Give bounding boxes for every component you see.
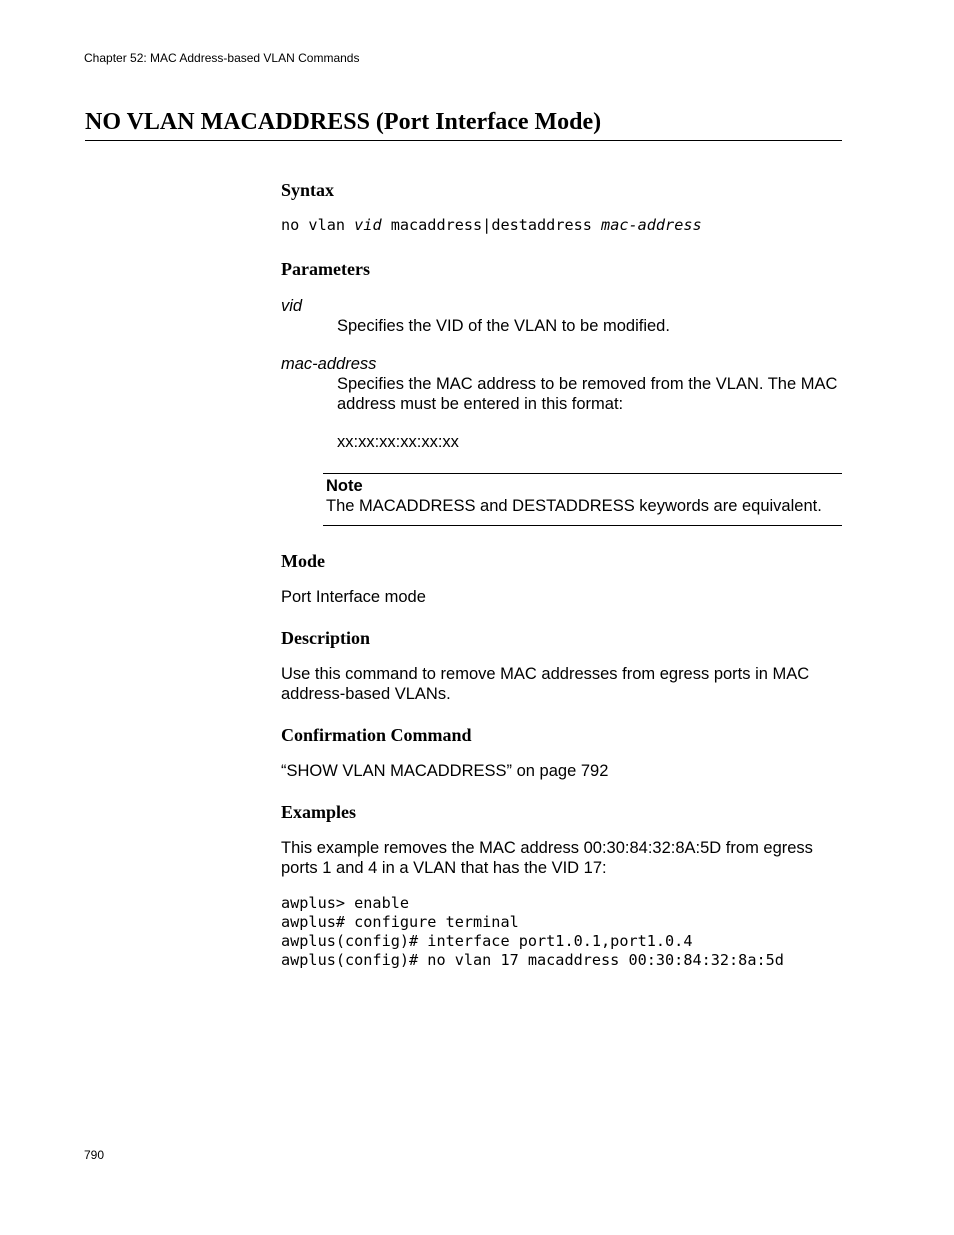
parameters-heading: Parameters xyxy=(281,259,370,279)
note-label: Note xyxy=(326,477,363,495)
syntax-prefix: no vlan xyxy=(281,216,355,234)
examples-intro: This example removes the MAC address 00:30:84:32:8A:5D from egress ports 1 and 4 in a VLAN that has the VID 17: xyxy=(281,839,813,877)
param-mac-description: Specifies the MAC address to be removed from the VLAN. The MAC address must be entered in this format: xyxy=(337,375,838,413)
examples-heading: Examples xyxy=(281,802,357,822)
title-rule xyxy=(85,140,842,141)
note-text: The MACADDRESS and DESTADDRESS keywords are equivalent. xyxy=(326,497,822,515)
description-text: Use this command to remove MAC addresses from egress ports in MAC address-based VLANs. xyxy=(281,665,810,703)
syntax-mac: mac-address xyxy=(601,216,702,234)
confirmation-link[interactable]: “SHOW VLAN MACADDRESS” on page 792 xyxy=(281,762,609,780)
example-code-block xyxy=(281,894,843,970)
param-vid-name: vid xyxy=(281,297,303,315)
mode-heading: Mode xyxy=(281,551,325,571)
syntax-middle: macaddress|destaddress xyxy=(381,216,602,234)
page-title: NO VLAN MACADDRESS (Port Interface Mode) xyxy=(85,109,602,135)
page-number: 790 xyxy=(84,1148,105,1162)
code-line: awplus# configure terminal xyxy=(281,913,519,931)
code-line: awplus> enable xyxy=(281,894,410,912)
param-mac-address xyxy=(281,354,843,452)
syntax-vid: vid xyxy=(354,216,382,234)
syntax-heading: Syntax xyxy=(281,180,335,200)
running-header: Chapter 52: MAC Address-based VLAN Commands xyxy=(84,51,360,65)
param-vid xyxy=(281,296,843,336)
syntax-command xyxy=(281,216,843,235)
code-line: awplus(config)# interface port1.0.1,port1.0.4 xyxy=(281,932,693,950)
mode-text: Port Interface mode xyxy=(281,588,426,606)
param-mac-name: mac-address xyxy=(281,355,377,373)
note-box xyxy=(323,473,842,526)
param-vid-description: Specifies the VID of the VLAN to be modified. xyxy=(337,317,670,335)
code-line: awplus(config)# no vlan 17 macaddress 00:30:84:32:8a:5d xyxy=(281,951,784,969)
param-mac-format: xx:xx:xx:xx:xx:xx xyxy=(337,433,459,451)
content-body xyxy=(281,178,843,970)
confirmation-heading: Confirmation Command xyxy=(281,725,472,745)
description-heading: Description xyxy=(281,628,370,648)
